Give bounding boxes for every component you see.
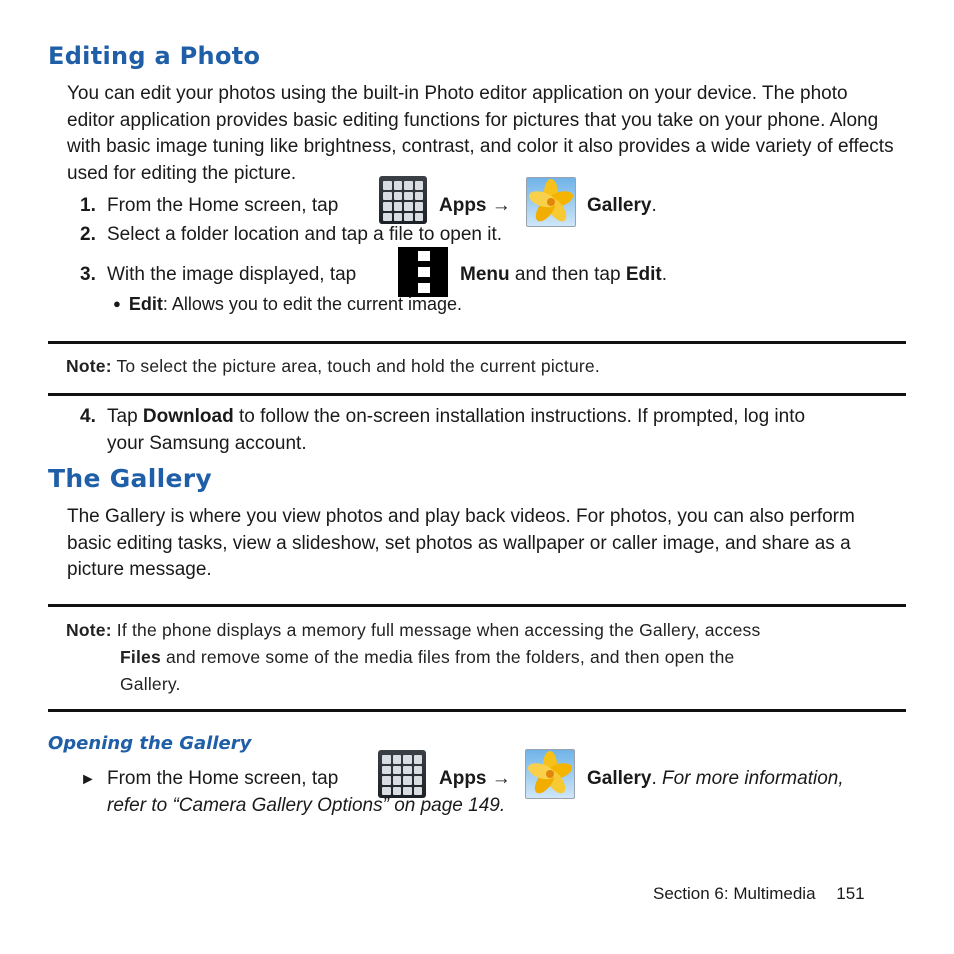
note-line-1: If the phone displays a memory full message when accessing the Gallery, access: [116, 620, 761, 640]
arrow-icon: →: [491, 768, 511, 789]
editing-intro-paragraph: You can edit your photos using the built-in Photo editor application on your device. The photo editor application provides basic editing functions for pictures that you take on your phone. Along with basic image tuning like brightness, contrast, and color it also provides a wide variety of effects used for editing the picture.: [67, 83, 894, 184]
step-4-line-2: your Samsung account.: [107, 433, 307, 454]
opening-step-italic-2: refer to “Camera Gallery Options” on page 149.: [107, 795, 506, 816]
footer-section: Section 6: Multimedia: [653, 884, 816, 903]
step-3: [80, 263, 96, 287]
step-1-number: 1.: [80, 195, 96, 216]
step-3-number: 3.: [80, 264, 96, 285]
apps-label: Apps: [439, 195, 487, 216]
menu-dots-icon[interactable]: [398, 247, 448, 297]
note-line-2: [120, 644, 734, 671]
triangle-bullet-icon: ►: [80, 771, 96, 788]
step-1-prefix: From the Home screen, tap: [107, 195, 339, 216]
step-4-line-1-rest: to follow the on-screen installation instructions. If prompted, log into: [238, 406, 806, 427]
gallery-label: Gallery: [587, 768, 652, 789]
step-4-number: 4.: [80, 406, 96, 427]
divider: [48, 393, 906, 396]
divider: [48, 341, 906, 344]
heading-the-gallery: The Gallery: [48, 464, 212, 493]
gallery-flower-icon[interactable]: [525, 749, 575, 799]
step-2: [80, 223, 96, 247]
note-memory-full: [66, 617, 760, 644]
note-select-area: [66, 353, 600, 380]
files-label: Files: [120, 647, 161, 667]
divider: [48, 604, 906, 607]
heading-opening-the-gallery: Opening the Gallery: [48, 733, 252, 754]
note-line-2-rest: and remove some of the media files from the folders, and then open the: [165, 647, 735, 667]
menu-label: Menu: [460, 264, 510, 285]
step-2-number: 2.: [80, 224, 96, 245]
apps-label: Apps: [439, 768, 487, 789]
step-2-text: Select a folder location and tap a file to open it.: [107, 224, 503, 245]
download-label: Download: [142, 406, 234, 427]
step-3-prefix: With the image displayed, tap: [107, 264, 357, 285]
note-label: Note:: [66, 356, 112, 376]
arrow-icon: →: [491, 195, 511, 216]
note-text: To select the picture area, touch and hold the current picture.: [116, 356, 600, 376]
opening-step-gallery: [587, 767, 844, 791]
edit-label: Edit: [625, 264, 662, 285]
opening-step-dot: .: [651, 768, 657, 789]
gallery-intro-paragraph: The Gallery is where you view photos and play back videos. For photos, you can also perform basic editing tasks, view a slideshow, set photos as wallpaper or caller image, and share as a picture message.: [67, 506, 855, 580]
opening-step-italic-1: For more information,: [662, 768, 844, 789]
step-4-line-1: [107, 405, 805, 429]
step-1-apps: [439, 194, 511, 218]
opening-step-apps: [439, 767, 511, 791]
bullet-edit: [113, 292, 462, 318]
footer: [653, 884, 865, 904]
gallery-flower-icon[interactable]: [526, 177, 576, 227]
apps-grid-icon[interactable]: [379, 176, 427, 224]
step-1-text: [107, 194, 338, 218]
step-1-end: .: [651, 195, 657, 216]
step-4: [80, 405, 96, 429]
apps-grid-icon[interactable]: [378, 750, 426, 798]
heading-editing-a-photo: Editing a Photo: [48, 42, 261, 70]
opening-step-prefix: From the Home screen, tap: [107, 768, 339, 789]
bullet-edit-label: Edit: [128, 294, 163, 314]
note-line-3: Gallery.: [120, 674, 181, 694]
step-4-prefix: Tap: [107, 406, 138, 427]
bullet-dot: ●: [113, 296, 121, 311]
step-1: [80, 194, 96, 218]
step-3-mid: and then tap: [514, 264, 621, 285]
note-label: Note:: [66, 620, 112, 640]
divider: [48, 709, 906, 712]
gallery-label: Gallery: [587, 195, 652, 216]
page-number: 151: [836, 884, 865, 903]
step-3-rest: [460, 263, 667, 287]
step-3-end: .: [661, 264, 667, 285]
step-1-gallery: [587, 194, 657, 218]
step-arrow: [80, 767, 96, 792]
bullet-edit-text: : Allows you to edit the current image.: [162, 294, 463, 314]
